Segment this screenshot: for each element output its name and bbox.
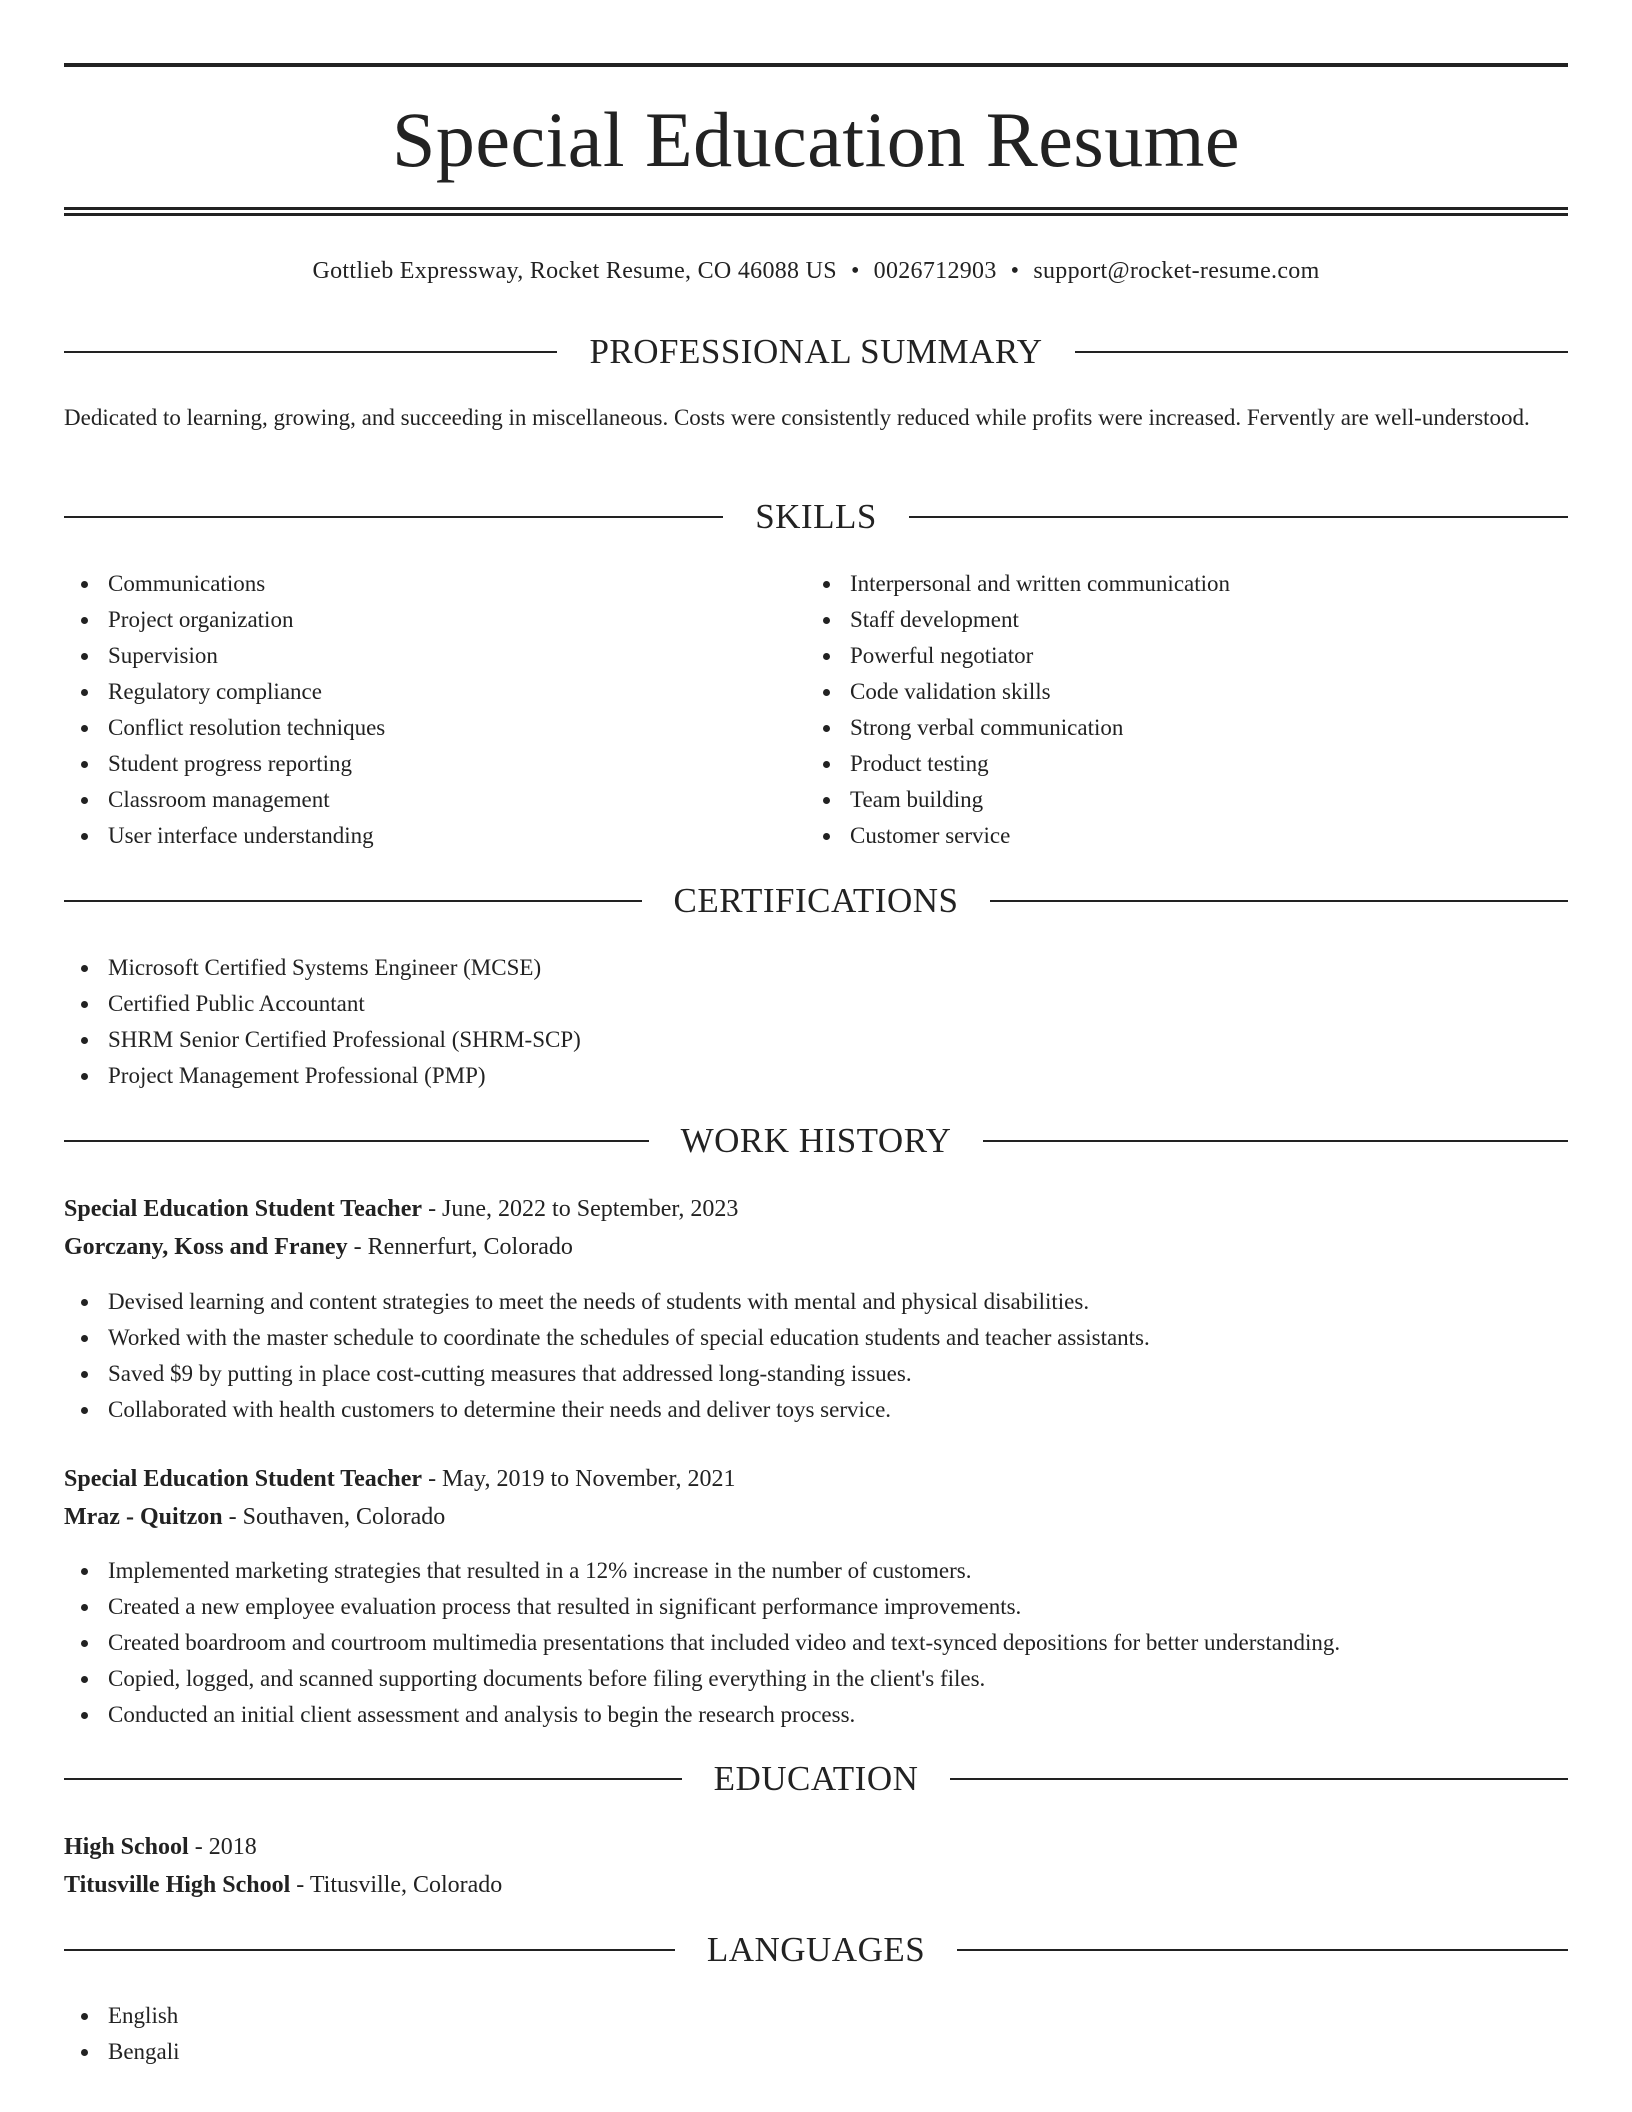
section-divider <box>990 900 1568 902</box>
job-bullet: Created boardroom and courtroom multimedia presentations that included video and text-synced depositions for better understanding. <box>64 1625 1568 1661</box>
job-bullet: Devised learning and content strategies to meet the needs of students with mental and physical disabilities. <box>64 1284 1568 1320</box>
job-dates: - June, 2022 to September, 2023 <box>422 1196 739 1222</box>
education-year: - 2018 <box>188 1834 257 1860</box>
languages-list <box>64 1998 1568 2070</box>
job-company: Gorczany, Koss and Franey <box>64 1234 348 1260</box>
contact-phone: 0026712903 <box>873 258 997 284</box>
job-bullet: Worked with the master schedule to coordinate the schedules of special education students and teacher assistants. <box>64 1320 1568 1356</box>
section-divider <box>909 516 1568 518</box>
languages-heading: LANGUAGES <box>706 1930 926 1969</box>
certification-item: Project Management Professional (PMP) <box>64 1058 1568 1094</box>
skill-item: Code validation skills <box>806 674 1506 710</box>
skills-section-header <box>64 495 1568 539</box>
contact-separator: • <box>850 258 860 284</box>
skill-item: Supervision <box>64 638 764 674</box>
language-item: Bengali <box>64 2034 1568 2070</box>
work-section-header <box>64 1119 1568 1163</box>
skill-item: Project organization <box>64 602 764 638</box>
section-divider <box>64 1778 682 1780</box>
education-section-header <box>64 1757 1568 1801</box>
job-entry <box>64 1190 1568 1266</box>
languages-section-header <box>64 1928 1568 1972</box>
job-bullet: Conducted an initial client assessment and analysis to begin the research process. <box>64 1697 1568 1733</box>
skill-item: Powerful negotiator <box>806 638 1506 674</box>
contact-address: Gottlieb Expressway, Rocket Resume, CO 46088 US <box>312 258 837 284</box>
skills-list-left <box>64 566 764 854</box>
skill-item: Staff development <box>806 602 1506 638</box>
job-entry <box>64 1460 1568 1536</box>
section-divider <box>64 1140 649 1142</box>
skills-list-right <box>806 566 1506 854</box>
job-bullet: Implemented marketing strategies that resulted in a 12% increase in the number of customers. <box>64 1553 1568 1589</box>
section-divider <box>957 1949 1568 1951</box>
job-bullets <box>64 1553 1568 1733</box>
top-rule <box>64 63 1568 67</box>
section-divider <box>64 351 557 353</box>
certification-item: Microsoft Certified Systems Engineer (MCSE) <box>64 950 1568 986</box>
section-divider <box>64 900 642 902</box>
job-title: Special Education Student Teacher <box>64 1196 423 1222</box>
section-divider <box>64 516 723 518</box>
job-location: - Rennerfurt, Colorado <box>347 1234 573 1260</box>
skill-item: Conflict resolution techniques <box>64 710 764 746</box>
job-bullet: Created a new employee evaluation process that resulted in significant performance improvements. <box>64 1589 1568 1625</box>
job-title-line <box>64 1190 1568 1228</box>
section-divider <box>1075 351 1568 353</box>
education-heading: EDUCATION <box>713 1759 919 1798</box>
job-bullet: Copied, logged, and scanned supporting documents before filing everything in the client's files. <box>64 1661 1568 1697</box>
skill-item: Student progress reporting <box>64 746 764 782</box>
resume-title: Special Education Resume <box>391 96 1241 183</box>
skill-item: Regulatory compliance <box>64 674 764 710</box>
job-company-line <box>64 1498 1568 1536</box>
language-item: English <box>64 1998 1568 2034</box>
work-heading: WORK HISTORY <box>680 1121 952 1160</box>
skill-item: Product testing <box>806 746 1506 782</box>
education-school-line <box>64 1866 1568 1904</box>
certifications-section-header <box>64 879 1568 923</box>
job-title-line <box>64 1460 1568 1498</box>
contact-email[interactable]: support@rocket-resume.com <box>1033 258 1320 284</box>
contact-separator: • <box>1010 258 1020 284</box>
skill-item: Strong verbal communication <box>806 710 1506 746</box>
skill-item: Communications <box>64 566 764 602</box>
certifications-heading: CERTIFICATIONS <box>673 881 959 920</box>
certifications-list <box>64 950 1568 1094</box>
skills-heading: SKILLS <box>755 497 877 536</box>
job-bullet: Collaborated with health customers to determine their needs and deliver toys service. <box>64 1392 1568 1428</box>
certification-item: Certified Public Accountant <box>64 986 1568 1022</box>
education-location: - Titusville, Colorado <box>290 1872 503 1898</box>
contact-line <box>64 255 1568 287</box>
section-divider <box>64 1949 675 1951</box>
certification-item: SHRM Senior Certified Professional (SHRM-SCP) <box>64 1022 1568 1058</box>
title-double-rule <box>64 207 1568 216</box>
job-location: - Southaven, Colorado <box>222 1504 446 1530</box>
job-title: Special Education Student Teacher <box>64 1466 423 1492</box>
skill-item: Classroom management <box>64 782 764 818</box>
skill-item: Customer service <box>806 818 1506 854</box>
skill-item: Interpersonal and written communication <box>806 566 1506 602</box>
section-divider <box>950 1778 1568 1780</box>
summary-text: Dedicated to learning, growing, and succeeding in miscellaneous. Costs were consistently reduced while profits were increased. Fervently are well-understood. <box>64 405 1530 430</box>
skill-item: Team building <box>806 782 1506 818</box>
summary-section-header <box>64 330 1568 374</box>
job-dates: - May, 2019 to November, 2021 <box>422 1466 736 1492</box>
summary-heading: PROFESSIONAL SUMMARY <box>589 332 1043 371</box>
education-degree-line <box>64 1828 1568 1866</box>
education-school: Titusville High School <box>64 1872 291 1898</box>
skill-item: User interface understanding <box>64 818 764 854</box>
education-entry <box>64 1828 1568 1904</box>
education-degree: High School <box>64 1834 189 1860</box>
job-company-line <box>64 1228 1568 1266</box>
job-bullet: Saved $9 by putting in place cost-cutting measures that addressed long-standing issues. <box>64 1356 1568 1392</box>
job-company: Mraz - Quitzon <box>64 1504 223 1530</box>
section-divider <box>983 1140 1568 1142</box>
job-bullets <box>64 1284 1568 1428</box>
